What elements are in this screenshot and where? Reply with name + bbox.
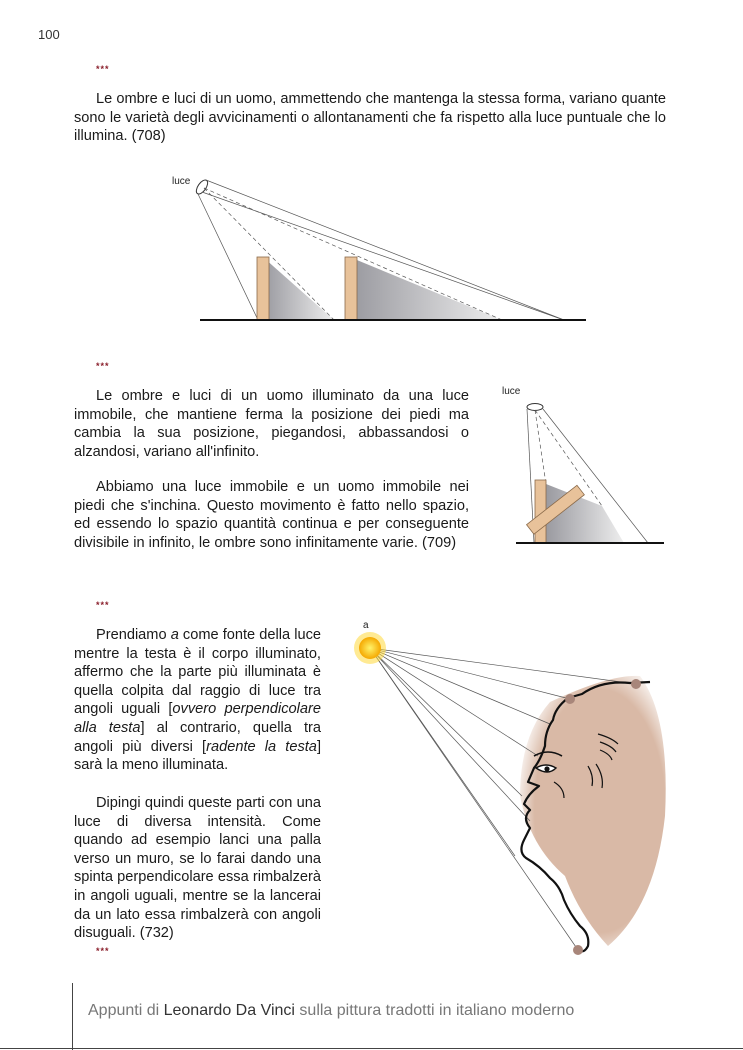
light-label: luce [172, 176, 191, 187]
section-separator: *** [96, 361, 110, 371]
light-source-icon [527, 404, 543, 411]
page-number: 100 [38, 27, 60, 42]
section1-text: Le ombre e luci di un uomo, ammettendo che mantenga la stessa forma, variano quante sono le varietà degli avvicinamenti o allontanamenti che fa rispetto alla luce puntuale che lo illumina. (708) [74, 91, 666, 145]
figure-head-light [350, 616, 680, 961]
section3-para2: Dipingi quindi queste parti con una luce di diversa intensità. Come quando ad esempio lanci una palla verso un muro, se lo farai dando una spinta perpendicolare essa rimbalzerà in angoli uguali, mentre se la lancerai da un lato essa rimbalzerà con angoli disuguali. (732) [74, 795, 321, 942]
section-separator: *** [96, 600, 110, 610]
head-skin [520, 676, 666, 946]
post-2 [345, 257, 357, 320]
section-separator: *** [96, 64, 110, 74]
post-1 [257, 257, 269, 320]
chin-point [573, 945, 583, 955]
figure-bending-man [498, 380, 670, 552]
footer-bottom-rule [0, 1048, 743, 1049]
footer-divider [72, 983, 73, 1050]
section2-para1: Le ombre e luci di un uomo illuminato da una luce immobile, che mantiene ferma la posizione dei piedi ma cambia la sua posizione, piegandosi, abbassandosi o alzandosi, variano all'infinito. [74, 388, 469, 460]
figure-light-two-posts [168, 170, 598, 330]
section3-para1: Prendiamo a come fonte della luce mentre la testa è il corpo illuminato, affermo che la parte più illuminata è quella colpita dal raggio di luce tra angoli uguali [ovvero perpendicolare alla testa] al contrario, quella tra angoli più diversi [radente la testa] sarà la meno illuminata. [74, 627, 321, 774]
sun-icon [354, 632, 386, 664]
top-point [631, 679, 641, 689]
light-label: luce [502, 386, 521, 397]
forehead-point [565, 694, 575, 704]
footer-title: Appunti di Leonardo Da Vinci sulla pittura tradotti in italiano moderno [88, 1002, 575, 1019]
shadow-1 [264, 258, 334, 320]
section-separator: *** [96, 946, 110, 956]
light-label: a [363, 620, 369, 631]
shadow-2 [352, 258, 502, 320]
section2-para2: Abbiamo una luce immobile e un uomo immobile nei piedi che s'inchina. Questo movimento è fatto nello spazio, ed essendo lo spazio quantità continua e per conseguente divisibile in infinito, le ombre sono infinitamente varie. (709) [74, 479, 469, 551]
